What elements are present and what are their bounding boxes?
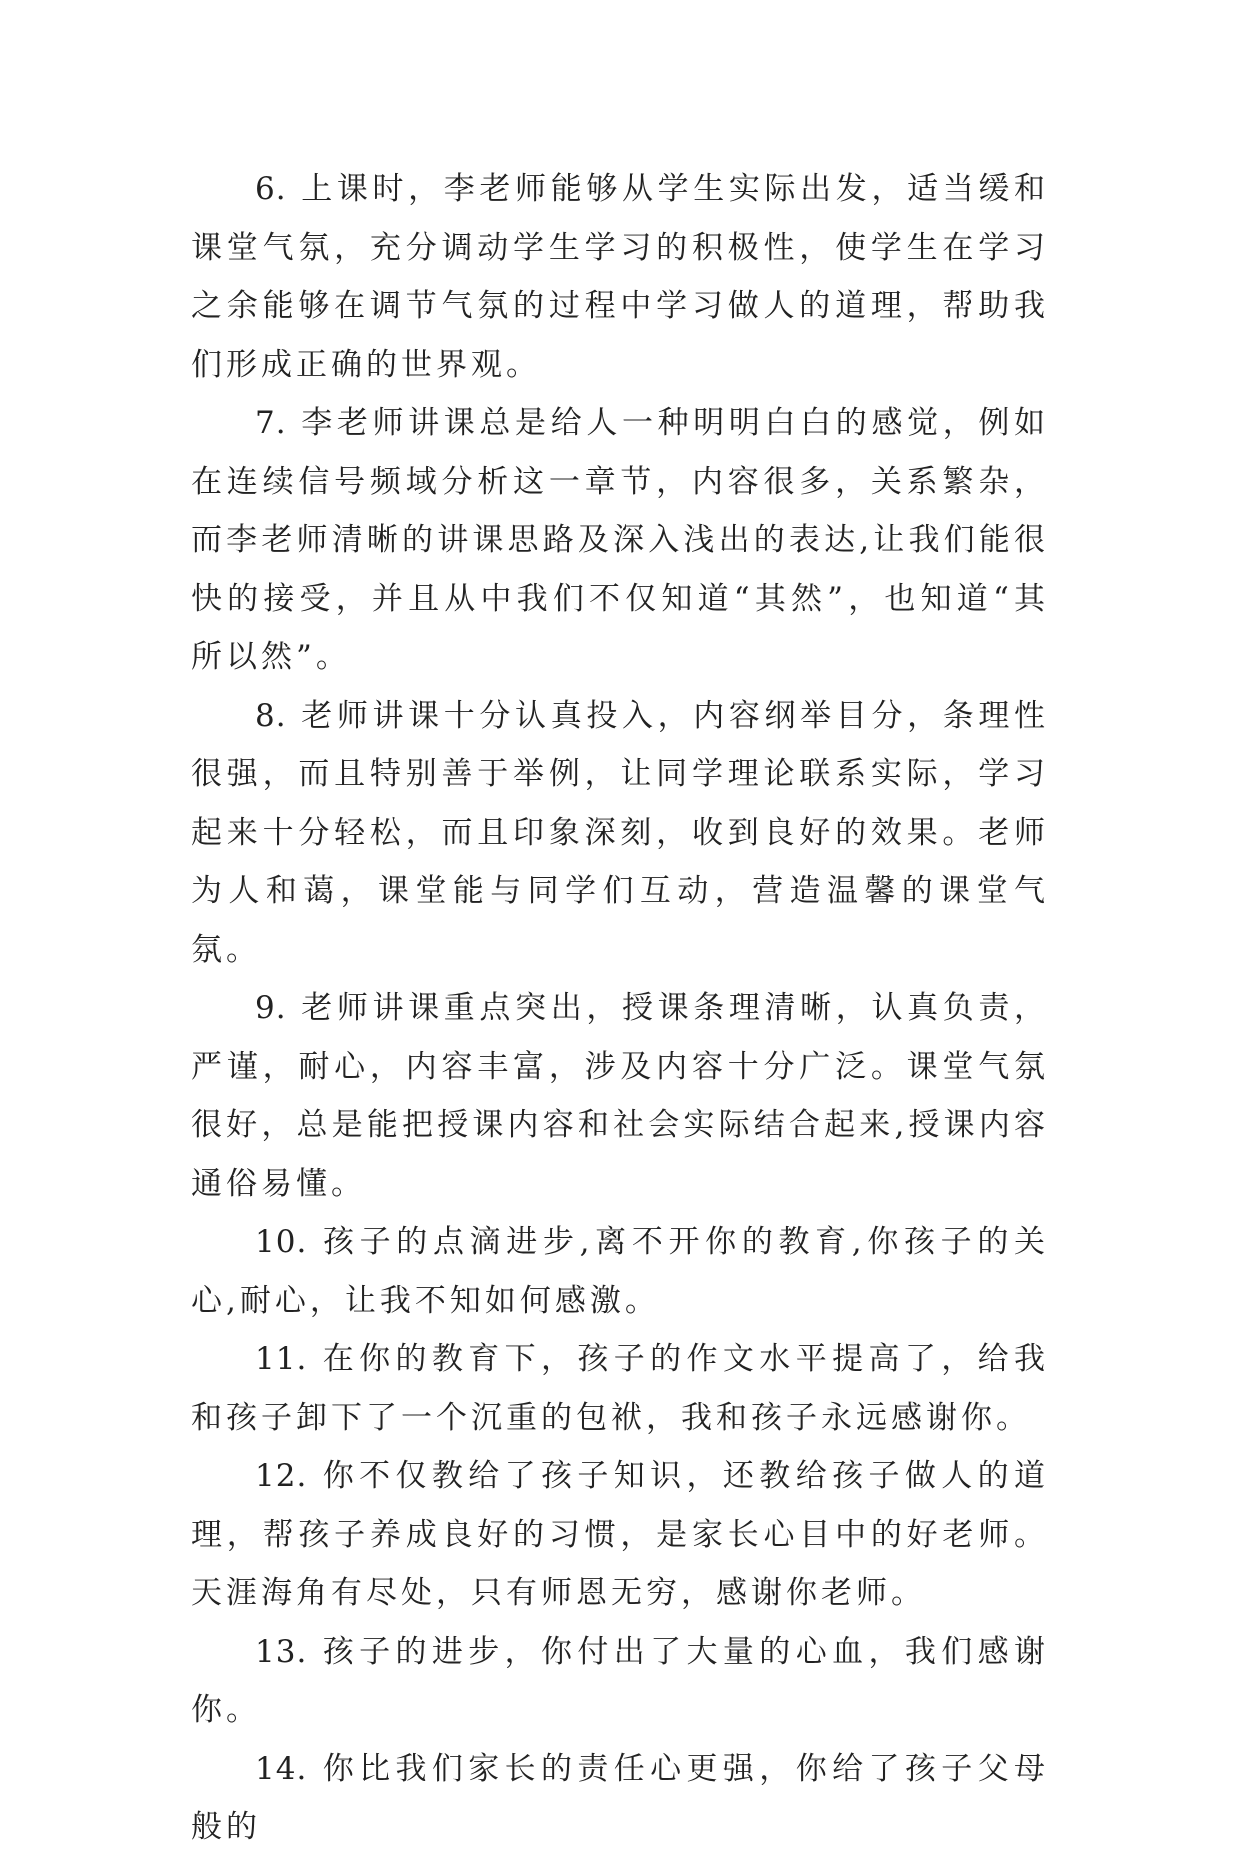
paragraph-9 (191, 979, 1049, 1213)
paragraph-text: 在你的教育下，孩子的作文水平提高了，给我和孩子卸下了一个沉重的包袱，我和孩子永远感谢你。 (191, 1341, 1049, 1436)
paragraph-number: 8. (255, 697, 287, 734)
paragraph-14 (191, 1740, 1049, 1857)
paragraph-13 (191, 1623, 1049, 1740)
paragraph-text: 孩子的进步，你付出了大量的心血，我们感谢你。 (191, 1633, 1049, 1728)
paragraph-number: 11. (255, 1341, 308, 1377)
paragraph-number: 14. (255, 1750, 308, 1787)
paragraph-text: 老师讲课重点突出，授课条理清晰，认真负责，严谨，耐心，内容丰富，涉及内容十分广泛。课堂气氛很好，总是能把授课内容和社会实际结合起来,授课内容通俗易懂。 (191, 990, 1049, 1202)
paragraph-text: 老师讲课十分认真投入，内容纲举目分，条理性很强，而且特别善于举例，让同学理论联系实际，学习起来十分轻松，而且印象深刻，收到良好的效果。老师为人和蔼，课堂能与同学们互动，营造温馨的课堂气氛。 (191, 697, 1049, 968)
document-body (191, 160, 1049, 1857)
paragraph-number: 13. (255, 1633, 308, 1670)
paragraph-text: 你不仅教给了孩子知识，还教给孩子做人的道理，帮孩子养成良好的习惯，是家长心目中的好老师。天涯海角有尽处，只有师恩无穷，感谢你老师。 (191, 1458, 1049, 1611)
paragraph-10 (191, 1213, 1049, 1330)
paragraph-number: 12. (255, 1458, 308, 1494)
paragraph-number: 9. (255, 990, 287, 1026)
paragraph-text: 李老师讲课总是给人一种明明白白的感觉，例如在连续信号频域分析这一章节，内容很多，关系繁杂，而李老师清晰的讲课思路及深入浅出的表达,让我们能很快的接受，并且从中我们不仅知道“其然”，也知道“其所以然”。 (191, 405, 1049, 675)
paragraph-11 (191, 1330, 1049, 1447)
paragraph-number: 10. (255, 1224, 308, 1260)
paragraph-text: 上课时，李老师能够从学生实际出发，适当缓和课堂气氛，充分调动学生学习的积极性，使学生在学习之余能够在调节气氛的过程中学习做人的道理，帮助我们形成正确的世界观。 (191, 171, 1049, 383)
paragraph-7 (191, 394, 1049, 687)
paragraph-12 (191, 1447, 1049, 1623)
paragraph-number: 6. (255, 171, 287, 207)
paragraph-8 (191, 687, 1049, 980)
paragraph-text: 孩子的点滴进步,离不开你的教育,你孩子的关心,耐心，让我不知如何感激。 (191, 1224, 1049, 1319)
paragraph-number: 7. (255, 405, 287, 441)
paragraph-6 (191, 160, 1049, 394)
paragraph-text: 你比我们家长的责任心更强，你给了孩子父母般的 (191, 1750, 1049, 1845)
